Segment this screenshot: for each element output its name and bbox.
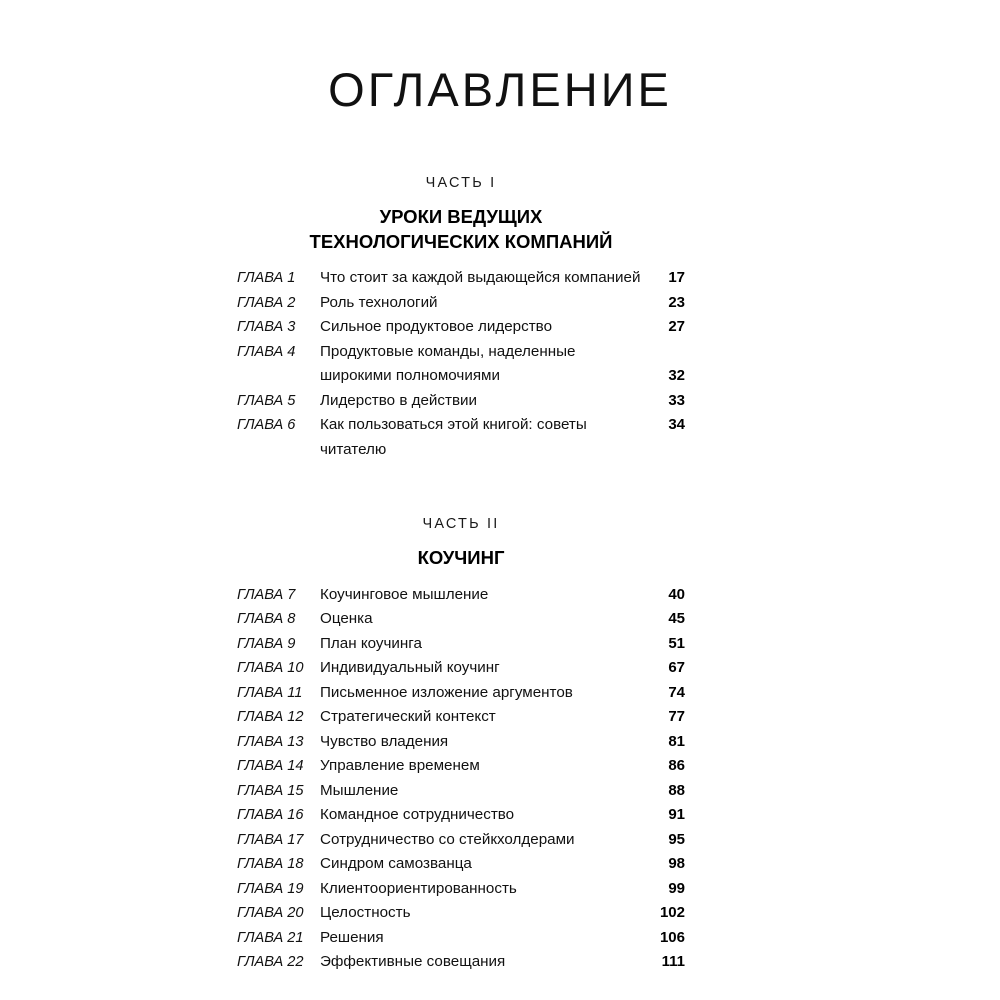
chapter-title: Лидерство в действии [320, 391, 477, 409]
toc-entry[interactable] [237, 291, 685, 316]
page-number: 81 [668, 732, 685, 750]
toc-list-part-1 [237, 266, 685, 462]
toc-entry[interactable] [237, 656, 685, 681]
page-number: 91 [668, 806, 685, 824]
chapter-title: Командное сотрудничество [320, 806, 515, 824]
part-title [237, 205, 685, 254]
chapter-label: ГЛАВА 18 [237, 856, 304, 873]
chapter-title: Оценка [320, 610, 373, 628]
toc-entry[interactable] [237, 632, 685, 657]
part-title-line: УРОКИ ВЕДУЩИХ [379, 206, 543, 227]
page-number: 27 [668, 318, 685, 336]
page-number: 34 [668, 416, 685, 434]
toc-entry[interactable] [237, 877, 685, 902]
part-section-1 [237, 175, 685, 462]
chapter-label: ГЛАВА 9 [237, 635, 296, 652]
chapter-title: Управление временем [320, 757, 480, 775]
chapter-label: ГЛАВА 11 [237, 684, 303, 701]
chapter-title: Чувство владения [320, 732, 449, 750]
part-title-line: КОУЧИНГ [417, 547, 505, 569]
chapter-label: ГЛАВА 12 [237, 709, 304, 726]
part-label: ЧАСТЬ II [422, 516, 500, 533]
section-spacer [237, 494, 685, 516]
toc-entry[interactable] [237, 413, 685, 462]
page-number: 88 [668, 781, 685, 799]
toc-entry[interactable] [237, 828, 685, 853]
chapter-label: ГЛАВА 16 [237, 807, 304, 824]
toc-entry[interactable] [237, 315, 685, 340]
part-section-2 [237, 494, 685, 975]
chapter-title: План коучинга [320, 634, 422, 652]
page-number: 40 [668, 585, 685, 603]
chapter-title: Сотрудничество со стейкхолдерами [320, 830, 575, 848]
toc-entry[interactable] [237, 901, 685, 926]
page-number: 67 [668, 659, 685, 677]
chapter-title-line-2: широкими полномочиями [320, 367, 500, 385]
chapter-title: Письменное изложение аргументов [320, 683, 573, 701]
chapter-title: Мышление [320, 781, 399, 799]
toc-entry[interactable] [237, 389, 685, 414]
toc-entry[interactable] [237, 950, 685, 975]
chapter-label: ГЛАВА 6 [237, 417, 296, 434]
toc-entry[interactable] [237, 852, 685, 877]
chapter-title: Что стоит за каждой выдающейся компанией [320, 269, 641, 287]
chapter-label: ГЛАВА 10 [237, 660, 304, 677]
part-label: ЧАСТЬ I [425, 175, 497, 191]
toc-entry[interactable] [237, 754, 685, 779]
page-number: 98 [668, 855, 685, 873]
chapter-title: Как пользоваться этой книгой: советы читателю [320, 416, 587, 458]
chapter-label: ГЛАВА 5 [237, 392, 296, 409]
page-number: 77 [668, 708, 685, 726]
chapter-title: Стратегический контекст [320, 708, 496, 726]
chapter-label: ГЛАВА 20 [237, 905, 304, 922]
chapter-title: Сильное продуктовое лидерство [320, 318, 553, 336]
page-number: 51 [668, 634, 685, 652]
chapter-title-line: Продуктовые команды, наделенные [320, 342, 576, 360]
page-number: 32 [668, 367, 685, 385]
toc-entry[interactable] [237, 607, 685, 632]
toc-entry[interactable] [237, 730, 685, 755]
toc-entry[interactable] [237, 926, 685, 951]
chapter-title: Синдром самозванца [320, 855, 472, 873]
part-title [237, 546, 685, 571]
chapter-label: ГЛАВА 7 [237, 586, 296, 603]
chapter-title: Коучинговое мышление [320, 585, 489, 603]
page-number: 111 [661, 953, 685, 971]
chapter-label: ГЛАВА 3 [237, 319, 296, 336]
page-number: 86 [668, 757, 685, 775]
chapter-title: Решения [320, 928, 384, 946]
chapter-label: ГЛАВА 13 [237, 733, 304, 750]
chapter-title: Индивидуальный коучинг [320, 659, 500, 677]
toc-entry[interactable] [237, 266, 685, 291]
chapter-label: ГЛАВА 22 [237, 954, 304, 971]
toc-list-part-2 [237, 583, 685, 975]
chapter-label: ГЛАВА 17 [237, 831, 304, 848]
chapter-label: ГЛАВА 14 [237, 758, 304, 775]
part-title-line: ТЕХНОЛОГИЧЕСКИХ КОМПАНИЙ [309, 230, 613, 252]
toc-entry[interactable] [237, 340, 685, 389]
page-title: ОГЛАВЛЕНИЕ [328, 63, 672, 116]
chapter-label: ГЛАВА 8 [237, 611, 296, 628]
page-number: 17 [668, 269, 685, 287]
toc-entry[interactable] [237, 705, 685, 730]
page-number: 95 [668, 830, 685, 848]
page-number: 106 [659, 928, 685, 946]
toc-entry[interactable] [237, 583, 685, 608]
page-number: 45 [668, 610, 685, 628]
chapter-title: Клиентоориентированность [320, 879, 517, 897]
toc-entry[interactable] [237, 803, 685, 828]
toc-content [237, 117, 685, 975]
page-number: 102 [659, 904, 685, 922]
chapter-label: ГЛАВА 2 [237, 294, 296, 311]
toc-entry[interactable] [237, 779, 685, 804]
page-number: 99 [668, 879, 685, 897]
page-number: 33 [668, 391, 685, 409]
chapter-title: Эффективные совещания [320, 953, 506, 971]
page-number: 74 [668, 683, 685, 701]
chapter-title: Роль технологий [320, 293, 438, 311]
toc-entry[interactable] [237, 681, 685, 706]
chapter-label: ГЛАВА 15 [237, 782, 304, 799]
chapter-label: ГЛАВА 4 [237, 343, 296, 360]
chapter-label: ГЛАВА 19 [237, 880, 304, 897]
chapter-label: ГЛАВА 1 [237, 270, 296, 287]
chapter-title: Целостность [320, 904, 411, 922]
chapter-title [320, 340, 651, 389]
page-number: 23 [668, 293, 685, 311]
chapter-label: ГЛАВА 21 [237, 929, 304, 946]
